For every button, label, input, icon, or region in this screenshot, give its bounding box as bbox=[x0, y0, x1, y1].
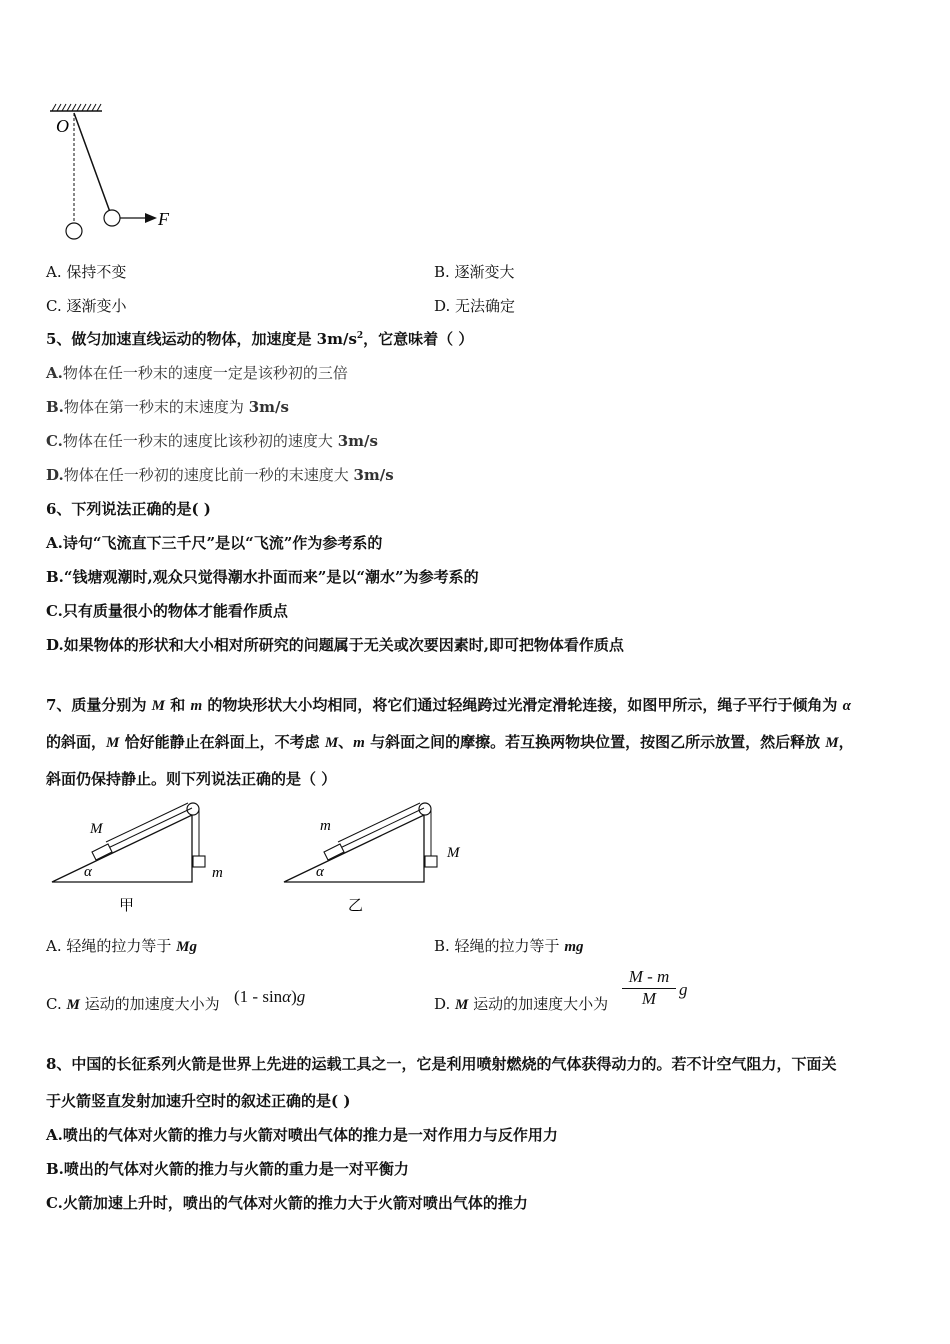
q8-stem-line2: 于火箭竖直发射加速升空时的叙述正确的是( ) bbox=[46, 1092, 351, 1110]
incline-figure-yi bbox=[272, 795, 482, 925]
q8-option-a: A.喷出的气体对火箭的推力与火箭对喷出气体的推力是一对作用力与反作用力 bbox=[46, 1126, 558, 1144]
label-f: F bbox=[158, 209, 169, 229]
q8-stem-line1: 8、中国的长征系列火箭是世界上先进的运载工具之一，它是利用喷射燃烧的气体获得动力的。若不计空气阻力，下面关 bbox=[46, 1055, 837, 1073]
ball-displaced bbox=[104, 210, 120, 226]
pendulum-figure bbox=[40, 95, 190, 245]
ball-rest bbox=[66, 223, 82, 239]
incline-block bbox=[92, 844, 112, 860]
q7-option-c-formula: (1 - sinα)g bbox=[234, 987, 306, 1006]
q6-option-b: B.“钱塘观潮时,观众只觉得潮水扑面而来”是以“潮水”为参考系的 bbox=[46, 568, 479, 586]
svg-text:乙: 乙 bbox=[348, 898, 364, 914]
q4-option-d: D. 无法确定 bbox=[434, 297, 516, 315]
svg-text:α: α bbox=[316, 864, 324, 880]
q6-option-a: A.诗句“飞流直下三千尺”是以“飞流”作为参考系的 bbox=[46, 534, 383, 552]
q6-option-c: C.只有质量很小的物体才能看作质点 bbox=[46, 602, 288, 620]
q7-option-a: A. 轻绳的拉力等于 Mg bbox=[46, 937, 197, 955]
q6-stem: 6、下列说法正确的是( ) bbox=[46, 500, 211, 518]
q6-option-d: D.如果物体的形状和大小相对所研究的问题属于无关或次要因素时,即可把物体看作质点 bbox=[46, 636, 624, 654]
q4-option-b: B. 逐渐变大 bbox=[434, 263, 515, 281]
q8-option-b: B.喷出的气体对火箭的推力与火箭的重力是一对平衡力 bbox=[46, 1160, 409, 1178]
q8-option-c: C.火箭加速上升时，喷出的气体对火箭的推力大于火箭对喷出气体的推力 bbox=[46, 1194, 528, 1212]
q5-option-c: C.物体在任一秒末的速度比该秒初的速度大 3m/s bbox=[46, 432, 378, 450]
svg-text:m: m bbox=[320, 818, 331, 834]
q7-stem-line2: 的斜面，M 恰好能静止在斜面上，不考虑 M、m 与斜面之间的摩擦。若互换两物块位置，按图乙所示放置，然后释放 M， bbox=[46, 733, 854, 751]
q7-option-b: B. 轻绳的拉力等于 mg bbox=[434, 937, 584, 955]
q7-stem-line3: 斜面仍保持静止。则下列说法正确的是（ ） bbox=[46, 770, 337, 788]
svg-text:甲: 甲 bbox=[119, 898, 135, 914]
hanging-block bbox=[193, 856, 205, 867]
svg-text:α: α bbox=[84, 864, 92, 880]
incline-figure-jia bbox=[40, 795, 250, 925]
q5-option-b: B.物体在第一秒末的末速度为 3m/s bbox=[46, 398, 289, 416]
q4-option-a: A. 保持不变 bbox=[46, 263, 127, 281]
hanging-block bbox=[425, 856, 437, 867]
incline-block bbox=[324, 844, 344, 860]
label-o: O bbox=[56, 116, 69, 136]
svg-text:M: M bbox=[90, 821, 103, 837]
q5-option-a: A.物体在任一秒末的速度一定是该秒初的三倍 bbox=[46, 364, 348, 382]
q5-stem: 5、做匀加速直线运动的物体，加速度是 $3m/s^2$，它意味着（ ） bbox=[46, 330, 474, 348]
q7-option-d: D. M 运动的加速度大小为 bbox=[434, 995, 609, 1013]
q4-option-c: C. 逐渐变小 bbox=[46, 297, 127, 315]
string bbox=[74, 113, 110, 212]
q5-option-d: D.物体在任一秒初的速度比前一秒的末速度大 3m/s bbox=[46, 466, 394, 484]
svg-text:m: m bbox=[212, 865, 223, 881]
q7-stem-line1: 7、质量分别为 M 和 m 的物块形状大小均相同，将它们通过轻绳跨过光滑定滑轮连接，如图甲所示，绳子平行于倾角为 α bbox=[46, 696, 851, 714]
q7-option-d-fraction: M - m M bbox=[622, 967, 676, 1009]
q7-option-d-g: g bbox=[679, 980, 688, 999]
q7-option-c: C. M 运动的加速度大小为 bbox=[46, 995, 220, 1013]
svg-text:M: M bbox=[447, 845, 460, 861]
